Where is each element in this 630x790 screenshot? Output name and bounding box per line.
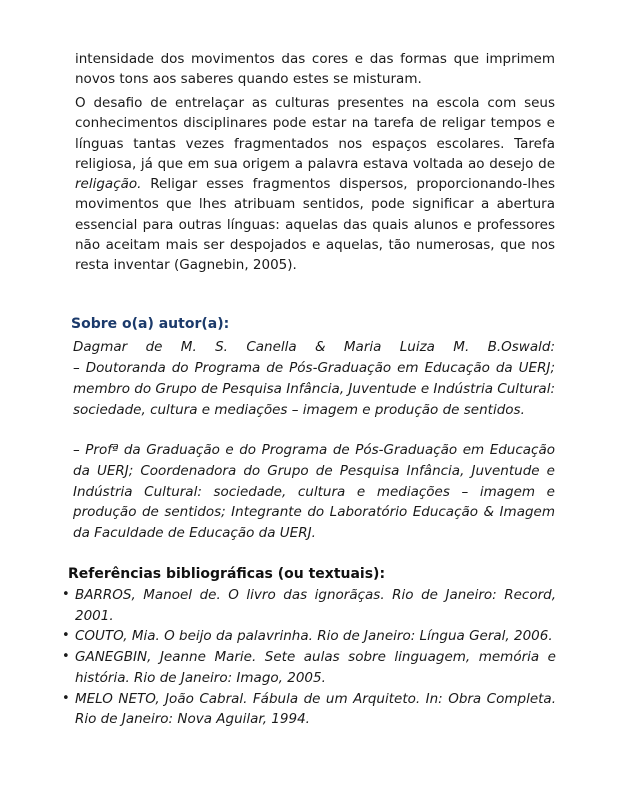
author-bio-2: – Profª da Graduação e do Programa de Pós-Graduação em Educação da UERJ; Coordenadora do Grupo de Pesquisa Infância, Juventude e Indústria Cultural: sociedade, cultura e mediações – imagem e produção de sentidos; Integrante do Laboratório Educação & Imagem da Faculdade de Educação da UERJ. bbox=[73, 442, 555, 542]
bullet-icon: • bbox=[62, 649, 70, 665]
reference-text: COUTO, Mia. O beijo da palavrinha. Rio de Janeiro: Língua Geral, 2006. bbox=[75, 628, 553, 645]
paragraph-2-text-start: O desafio de entrelaçar as culturas presentes na escola com seus conhecimentos disciplinares pode estar na tarefa de religar tempos e línguas tantas vezes fragmentados nos espaços escolares. Tarefa religiosa, já que em sua origem a palavra estava voltada ao desejo de bbox=[75, 95, 555, 172]
paragraph-2-text-end: Religar esses fragmentos dispersos, proporcionando-lhes movimentos que lhes atribuam sentidos, pode significar a abertura essencial para outras línguas: aquelas das quais alunos e professores não aceitam mais ser despojados e aquelas, tão numerosas, que nos resta inventar (Gagnebin, 2005). bbox=[75, 176, 555, 274]
reference-text: GANEGBIN, Jeanne Marie. Sete aulas sobre linguagem, memória e história. Rio de Janeiro: Imago, 2005. bbox=[75, 649, 556, 686]
author-bio-1: – Doutoranda do Programa de Pós-Graduação em Educação da UERJ; membro do Grupo de Pesquisa Infância, Juventude e Indústria Cultural: sociedade, cultura e mediações – imagem e produção de sentidos. bbox=[73, 360, 555, 418]
body-paragraph-2 bbox=[75, 93, 555, 276]
body-paragraph-1 bbox=[75, 49, 555, 90]
reference-item bbox=[62, 585, 556, 626]
reference-text: MELO NETO, João Cabral. Fábula de um Arquiteto. In: Obra Completa. Rio de Janeiro: Nova Aguilar, 1994. bbox=[75, 690, 556, 728]
reference-item bbox=[62, 626, 556, 647]
bullet-icon: • bbox=[62, 628, 70, 644]
author-names: Dagmar de M. S. Canella & Maria Luiza M. B.Oswald: bbox=[73, 339, 555, 355]
reference-text: BARROS, Manoel de. O livro das ignorãças. Rio de Janeiro: Record, 2001. bbox=[75, 587, 556, 624]
bullet-icon: • bbox=[62, 587, 70, 602]
references-heading: Referências bibliográficas (ou textuais): bbox=[68, 566, 386, 582]
references-list bbox=[62, 585, 556, 730]
bullet-icon: • bbox=[62, 690, 70, 706]
paragraph-1-text: intensidade dos movimentos das cores e das formas que imprimem novos tons aos saberes quando estes se misturam. bbox=[75, 51, 555, 88]
about-author-heading: Sobre o(a) autor(a): bbox=[71, 316, 230, 332]
reference-item bbox=[62, 689, 556, 730]
reference-item bbox=[62, 647, 556, 688]
paragraph-2-emphasis: religação. bbox=[75, 176, 142, 193]
